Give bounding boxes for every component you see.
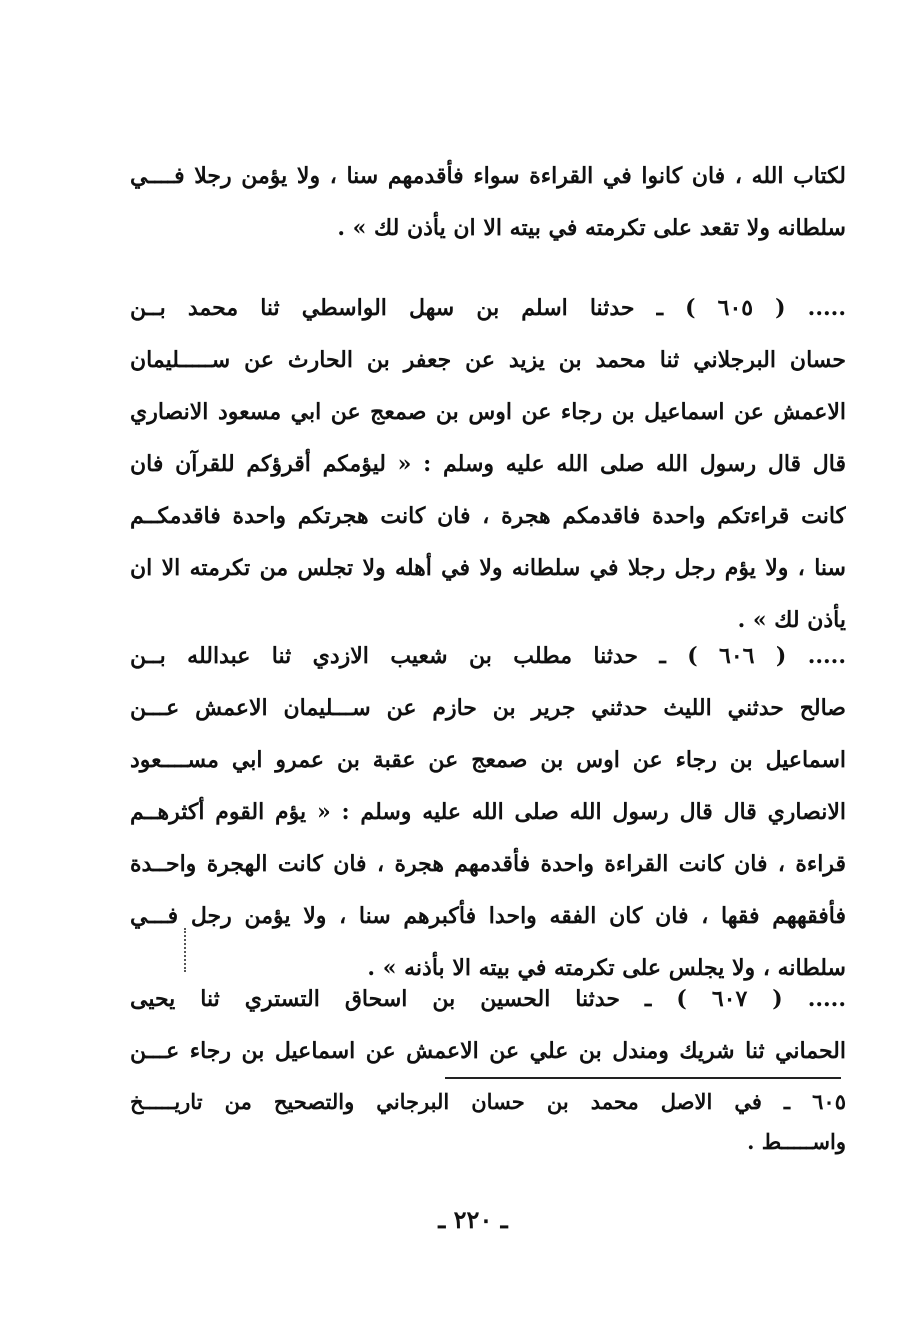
footnote bbox=[130, 1082, 846, 1162]
paragraph-continuation bbox=[130, 150, 846, 254]
text-line: الاعمش عن اسماعيل بن رجاء عن اوس بن صمعج عن ابي مسعود الانصاري bbox=[130, 399, 846, 425]
text-line: سنا ، ولا يؤم رجل رجلا في سلطانه ولا في أهله ولا تجلس من تكرمته الا ان bbox=[130, 555, 846, 581]
footnote-line: واســـــط . bbox=[747, 1129, 846, 1154]
hadith-606 bbox=[130, 630, 846, 994]
text-line: كانت قراءتكم واحدة فاقدمكم هجرة ، فان كانت هجرتكم واحدة فاقدمكــم bbox=[130, 503, 846, 529]
text-line: اسماعيل بن رجاء عن اوس بن صمعج عن عقبة بن عمرو ابي مســــعود bbox=[130, 747, 846, 773]
text-line: ..... ( ٦٠٧ ) ـ حدثنا الحسين بن اسحاق التستري ثنا يحيى bbox=[130, 986, 846, 1012]
text-line: سلطانه ولا تقعد على تكرمته في بيته الا ان يأذن لك » . bbox=[337, 215, 846, 241]
footnote-divider bbox=[445, 1077, 841, 1079]
text-line: لكتاب الله ، فان كانوا في القراءة سواء فأقدمهم سنا ، ولا يؤمن رجلا فــــي bbox=[130, 163, 846, 189]
text-line: الحماني ثنا شريك ومندل بن علي عن الاعمش عن اسماعيل بن رجاء عـــن bbox=[130, 1038, 846, 1064]
text-line: سلطانه ، ولا يجلس على تكرمته في بيته الا بأذنه » . bbox=[367, 955, 846, 981]
text-line: قراءة ، فان كانت القراءة واحدة فأقدمهم هجرة ، فان كانت الهجرة واحــدة bbox=[130, 851, 846, 877]
text-line: ..... ( ٦٠٥ ) ـ حدثنا اسلم بن سهل الواسطي ثنا محمد بــن bbox=[130, 295, 846, 321]
hadith-607 bbox=[130, 973, 846, 1077]
footnote-line: ٦٠٥ ـ في الاصل محمد بن حسان البرجاني والتصحيح من تاريـــــخ bbox=[130, 1089, 846, 1114]
margin-mark bbox=[184, 928, 186, 972]
text-line: قال قال رسول الله صلى الله عليه وسلم : « ليؤمكم أقرؤكم للقرآن فان bbox=[130, 451, 846, 477]
text-line: حسان البرجلاني ثنا محمد بن يزيد عن جعفر بن الحارث عن ســـــليمان bbox=[130, 347, 846, 373]
page-number: ـ ٢٢٠ ـ bbox=[438, 1205, 508, 1234]
text-line: ..... ( ٦٠٦ ) ـ حدثنا مطلب بن شعيب الازدي ثنا عبدالله بــن bbox=[130, 643, 846, 669]
text-line: يأذن لك » . bbox=[737, 607, 846, 633]
hadith-605 bbox=[130, 282, 846, 646]
text-line: الانصاري قال قال رسول الله صلى الله عليه وسلم : « يؤم القوم أكثرهــم bbox=[130, 799, 846, 825]
text-line: فأفقههم فقها ، فان كان الفقه واحدا فأكبرهم سنا ، ولا يؤمن رجل فـــي bbox=[130, 903, 846, 929]
text-line: صالح حدثني الليث حدثني جرير بن حازم عن ســـليمان الاعمش عـــن bbox=[130, 695, 846, 721]
